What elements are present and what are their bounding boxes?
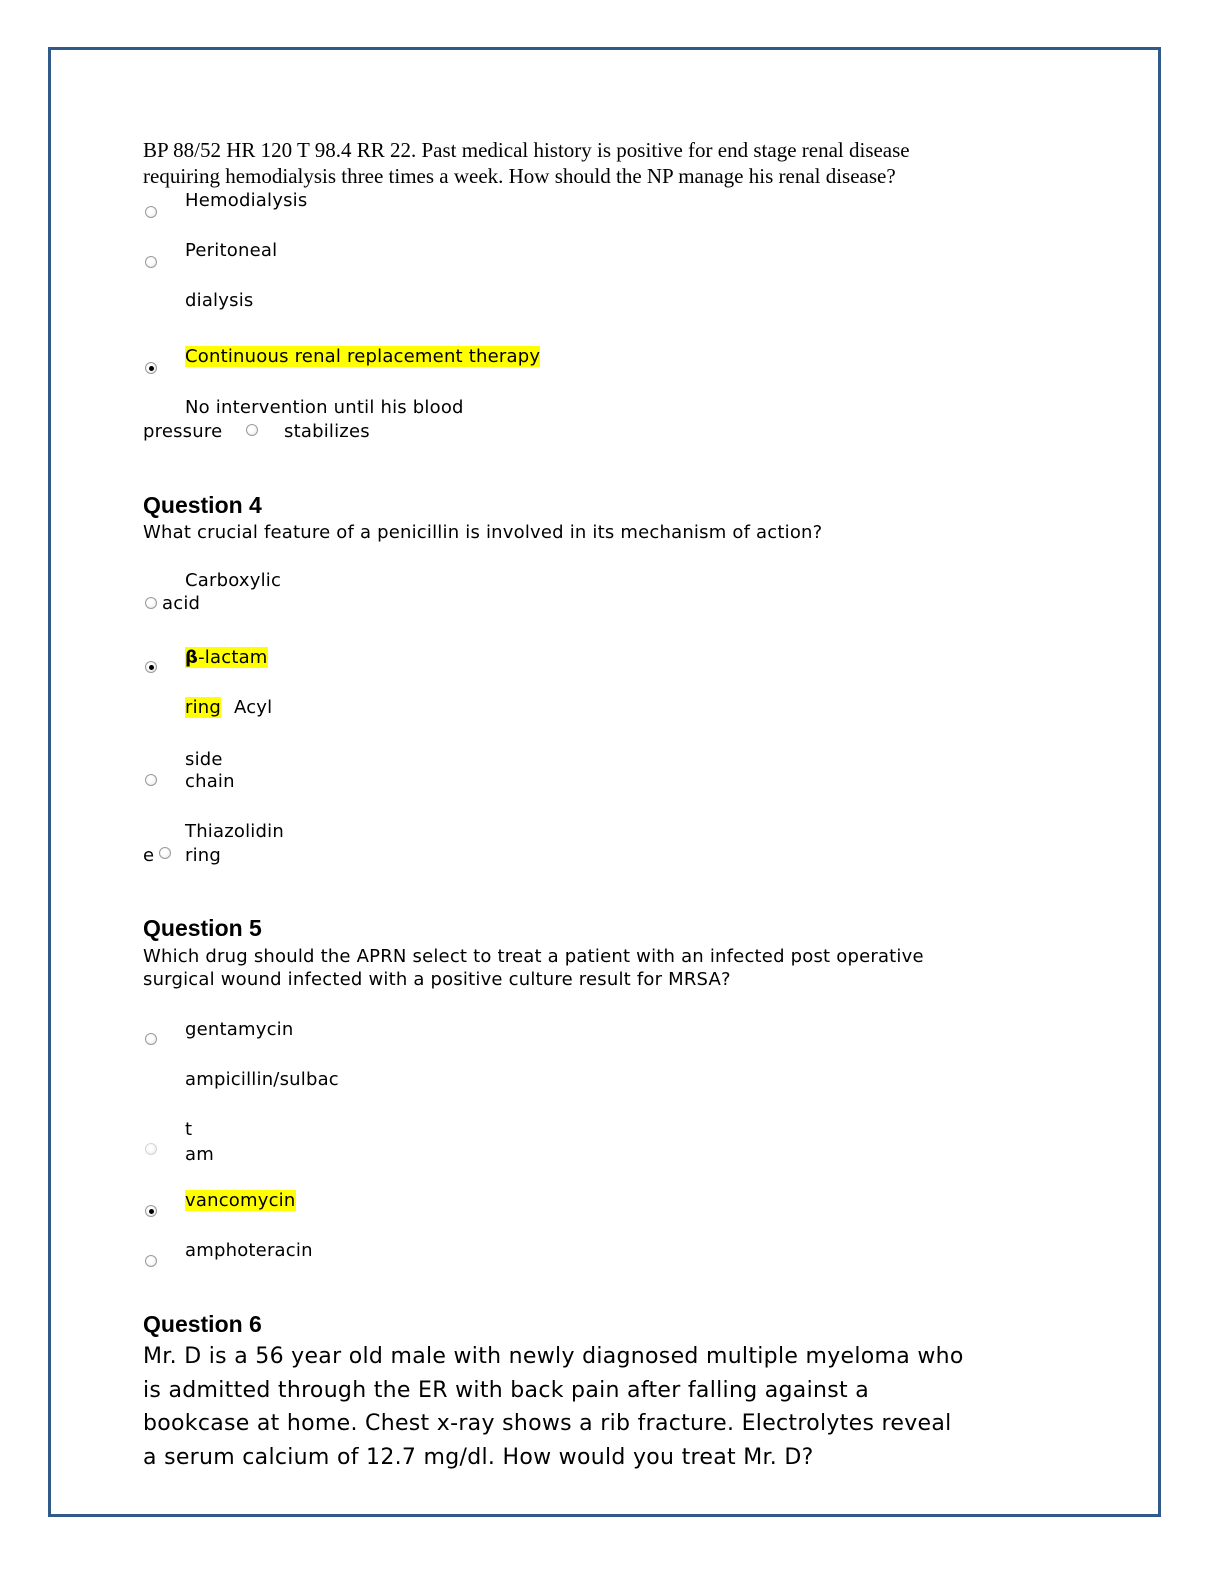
q3-stem-line-1: BP 88/52 HR 120 T 98.4 RR 22. Past medical history is positive for end stage renal disease (143, 138, 910, 162)
q6-stem-line-3: bookcase at home. Chest x-ray shows a rib fracture. Electrolytes reveal (143, 1411, 952, 1436)
q4-option-4-label-b: e (143, 845, 155, 866)
q3-option-2-radio[interactable] (145, 256, 157, 268)
q3-option-1-radio[interactable] (145, 206, 157, 218)
q5-option-1-label: gentamycin (185, 1019, 294, 1040)
q6-heading: Question 6 (143, 1311, 262, 1337)
q5-stem-line-2: surgical wound infected with a positive culture result for MRSA? (143, 969, 731, 990)
q4-option-2-highlight-a: β-lactam (185, 647, 268, 668)
q5-option-3-radio-selected[interactable] (145, 1205, 157, 1217)
q4-option-1-radio[interactable] (145, 597, 157, 609)
q5-option-2-radio[interactable] (145, 1143, 157, 1155)
q5-option-4-radio[interactable] (145, 1255, 157, 1267)
q4-option-4-label-c: ring (185, 845, 222, 866)
q4-option-3-label-a: Acyl (234, 697, 273, 718)
q3-option-2-label-b: dialysis (185, 290, 254, 311)
q4-option-3-radio[interactable] (145, 774, 157, 786)
q4-option-2-label-a (185, 646, 268, 669)
q3-option-4-label-a: No intervention until his blood (185, 397, 464, 418)
q3-option-3-highlight: Continuous renal replacement therapy (185, 346, 541, 367)
q3-option-1-label: Hemodialysis (185, 190, 308, 211)
q6-stem-line-4: a serum calcium of 12.7 mg/dl. How would you treat Mr. D? (143, 1445, 814, 1470)
q3-option-3-label (185, 345, 540, 368)
q4-option-1-label-b: acid (162, 593, 201, 614)
q5-option-2-label-b: t (185, 1119, 193, 1140)
q5-option-3-highlight: vancomycin (185, 1190, 296, 1211)
q3-option-2-label-a: Peritoneal (185, 240, 278, 261)
q4-option-3-label-c: chain (185, 771, 235, 792)
q6-stem-line-2: is admitted through the ER with back pain after falling against a (143, 1378, 870, 1403)
q4-option-4-radio[interactable] (159, 847, 171, 859)
q4-option-2-radio-selected[interactable] (145, 661, 157, 673)
q6-stem-line-1: Mr. D is a 56 year old male with newly diagnosed multiple myeloma who (143, 1344, 964, 1369)
q5-option-3-label (185, 1189, 296, 1212)
q4-stem: What crucial feature of a penicillin is involved in its mechanism of action? (143, 522, 823, 543)
q3-stem-line-2: requiring hemodialysis three times a week. How should the NP manage his renal disease? (143, 164, 896, 188)
q4-option-2-highlight-b: ring (185, 697, 222, 718)
beta-symbol: β (185, 647, 199, 668)
q3-option-3-radio-selected[interactable] (145, 362, 157, 374)
q5-option-2-label-a: ampicillin/sulbac (185, 1069, 339, 1090)
q5-heading: Question 5 (143, 915, 262, 941)
q5-option-1-radio[interactable] (145, 1033, 157, 1045)
q5-option-2-label-c: am (185, 1144, 214, 1165)
q3-option-4-radio[interactable] (246, 424, 258, 436)
q5-stem-line-1: Which drug should the APRN select to treat a patient with an infected post operative (143, 946, 924, 967)
q4-option-2-label-b (185, 696, 221, 719)
q4-heading: Question 4 (143, 492, 262, 518)
q4-option-3-label-b: side (185, 749, 223, 770)
q3-option-4-label-b: pressure (143, 421, 223, 442)
q3-option-4-label-c: stabilizes (284, 421, 370, 442)
q5-option-4-label: amphoteracin (185, 1240, 313, 1261)
q4-option-4-label-a: Thiazolidin (185, 821, 284, 842)
q4-option-1-label-a: Carboxylic (185, 570, 282, 591)
